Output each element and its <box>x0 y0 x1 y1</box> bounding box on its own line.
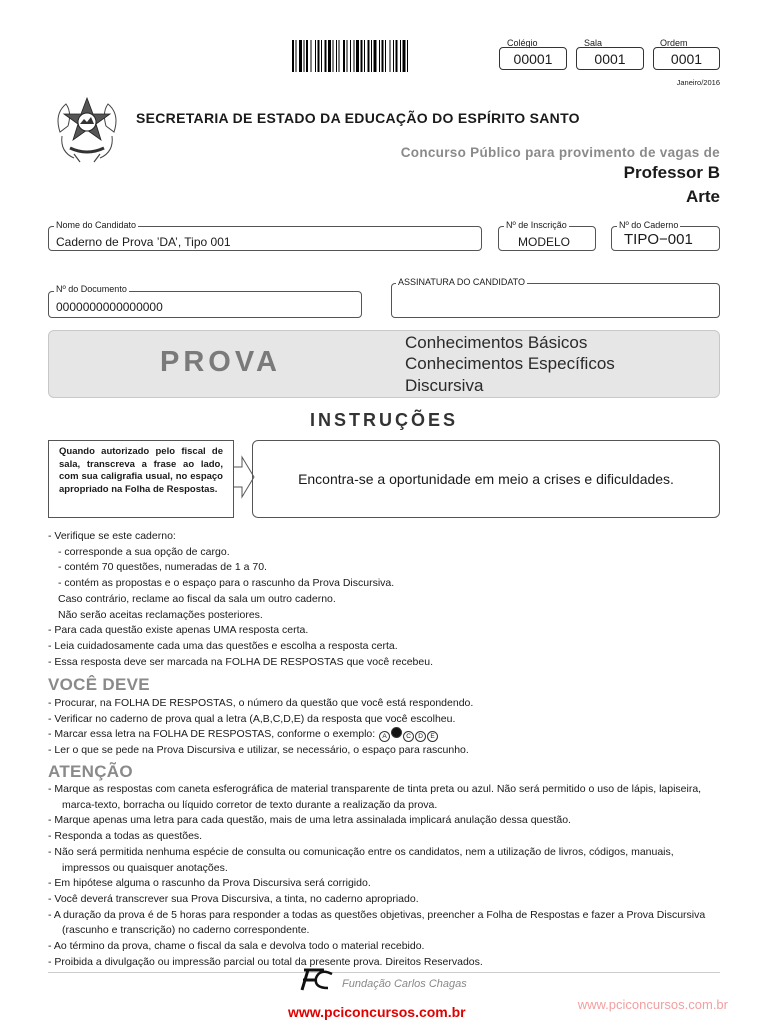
barcode-bar <box>321 40 322 72</box>
nome-value: Caderno de Prova ’DA’, Tipo 001 <box>56 235 231 249</box>
barcode-bar <box>374 40 377 72</box>
concurso-subtitle: Concurso Público para provimento de vagas de <box>400 145 720 160</box>
barcode-bar <box>333 40 334 72</box>
barcode-bar <box>403 40 406 72</box>
barcode-bar <box>311 40 312 72</box>
inscricao-label: Nº de Inscrição <box>506 220 567 230</box>
footer-divider <box>48 972 720 973</box>
sala-value: 0001 <box>594 51 626 67</box>
barcode-bar <box>356 40 359 72</box>
list-item: - Ler o que se pede na Prova Discursiva e utilizar, se necessário, o espaço para rascunho. <box>48 744 469 757</box>
barcode-bar <box>364 40 365 72</box>
barcode-bar <box>325 40 327 72</box>
list-item: - Não será permitida nenhuma espécie de consulta ou comunicação entre os candidatos, nem a utilização de livros, códigos, manuais, impressos ou quaisquer anotações. <box>48 845 674 874</box>
pciconcursos-watermark: www.pciconcursos.com.br <box>577 997 728 1012</box>
transcribe-instruction: Quando autorizado pelo fiscal de sala, transcreva a frase ao lado, com sua caligrafia usual, no espaço apropriado na Folha de Respostas. <box>48 440 234 518</box>
barcode-bar <box>315 40 316 72</box>
barcode-bar <box>350 40 351 72</box>
ordem-box <box>653 47 720 70</box>
prova-item: Conhecimentos Básicos <box>405 333 588 352</box>
list-item <box>48 727 720 743</box>
barcode-bar <box>396 40 398 72</box>
bubble-b-filled-icon <box>391 727 402 738</box>
barcode-bar <box>296 40 297 72</box>
colegio-label: Colégio <box>507 38 538 48</box>
prova-item: Discursiva <box>405 376 484 395</box>
list-item: - contém as propostas e o espaço para o rascunho da Prova Discursiva. <box>58 577 395 590</box>
verifique-list <box>48 529 720 670</box>
list-item: - Em hipótese alguma o rascunho da Prova Discursiva será corrigido. <box>48 877 371 890</box>
sala-label: Sala <box>584 38 603 48</box>
barcode <box>292 40 490 72</box>
bubble-a-icon: A <box>379 731 390 742</box>
phrase-text: Encontra-se a oportunidade em meio a crises e dificuldades. <box>298 471 674 487</box>
barcode-bar <box>339 40 340 72</box>
barcode-bar <box>347 40 348 72</box>
prova-item: Conhecimentos Específicos <box>405 354 615 373</box>
ordem-value: 0001 <box>670 51 703 67</box>
sala-box <box>576 47 644 70</box>
list-item: - Verificar no caderno de prova qual a letra (A,B,C,D,E) da resposta que você escolheu. <box>48 712 456 725</box>
atencao-list <box>48 782 720 970</box>
barcode-bar <box>306 40 308 72</box>
barcode-bar <box>336 40 337 72</box>
cargo-title: Professor B <box>623 163 720 182</box>
pciconcursos-link[interactable]: www.pciconcursos.com.br <box>288 1004 466 1020</box>
colegio-box <box>499 47 567 70</box>
instrucoes-heading: INSTRUÇÕES <box>309 410 458 430</box>
prova-box <box>48 330 720 398</box>
list-item: - Verifique se este caderno: <box>48 530 176 542</box>
bubble-c-icon: C <box>403 731 414 742</box>
barcode-bar <box>354 40 355 72</box>
list-item: - Marque as respostas com caneta esferográfica de material transparente de tinta preta ou azul. Não será permitido o uso de lápis, lapiseira, marca-texto, borracha ou líquido corretor de texto durante a realização da prova. <box>48 783 702 811</box>
list-item: - Essa resposta deve ser marcada na FOLHA DE RESPOSTAS que você recebeu. <box>48 655 433 668</box>
barcode-bar <box>368 40 370 72</box>
barcode-bar <box>318 40 320 72</box>
list-item: - Ao término da prova, chame o fiscal da sala e devolva todo o material recebido. <box>48 940 425 953</box>
list-item: - Leia cuidadosamente cada uma das questões e escolha a resposta certa. <box>48 639 398 652</box>
list-item: - Marque apenas uma letra para cada questão, mais de uma letra assinalada implicará anulação dessa questão. <box>48 814 571 827</box>
barcode-bar <box>371 40 372 72</box>
list-item: - Você deverá transcrever sua Prova Discursiva, a tinta, no caderno apropriado. <box>48 892 419 905</box>
barcode-bar <box>400 40 401 72</box>
caderno-label: Nº do Caderno <box>619 220 679 230</box>
list-item: Não serão aceitas reclamações posteriores. <box>58 608 263 621</box>
assinatura-label: ASSINATURA DO CANDIDATO <box>398 277 526 287</box>
barcode-bar <box>379 40 380 72</box>
barcode-bar <box>393 40 394 72</box>
ordem-label: Ordem <box>660 38 688 48</box>
atencao-heading: ATENÇÃO <box>48 762 133 781</box>
barcode-bar <box>299 40 302 72</box>
list-item: - Para cada questão existe apenas UMA resposta certa. <box>48 624 309 637</box>
list-item-text: - Marcar essa letra na FOLHA DE RESPOSTAS, conforme o exemplo: <box>48 728 376 741</box>
fundacao-text: Fundação Carlos Chagas <box>342 978 467 990</box>
list-item: Caso contrário, reclame ao fiscal da sala um outro caderno. <box>58 592 336 605</box>
voce-deve-heading: VOCÊ DEVE <box>48 675 150 694</box>
fcc-logo-icon <box>298 966 334 994</box>
prova-title: PROVA <box>160 346 281 378</box>
barcode-bar <box>382 40 384 72</box>
list-item: - Responda a todas as questões. <box>48 830 203 843</box>
secretaria-title: SECRETARIA DE ESTADO DA EDUCAÇÃO DO ESPÍRITO SANTO <box>136 110 580 126</box>
barcode-bar <box>407 40 408 72</box>
barcode-bar <box>385 40 386 72</box>
list-item: - contém 70 questões, numeradas de 1 a 70. <box>58 561 267 574</box>
barcode-bar <box>390 40 391 72</box>
especialidade-title: Arte <box>685 187 720 206</box>
documento-value: 0000000000000000 <box>56 300 163 314</box>
phrase-box <box>252 440 720 518</box>
bubble-d-icon: D <box>415 731 426 742</box>
state-crest-icon <box>50 92 124 166</box>
list-item: - A duração da prova é de 5 horas para responder a todas as questões objetivas, preencher a Folha de Respostas e fazer a Prova Discursiva (rascunho e transcrição) no caderno correspondente. <box>48 908 706 937</box>
barcode-bar <box>328 40 331 72</box>
list-item: - corresponde a sua opção de cargo. <box>58 545 230 558</box>
bubble-e-icon: E <box>427 731 438 742</box>
assinatura-field <box>391 283 720 318</box>
list-item: - Proibida a divulgação ou impressão parcial ou total da presente prova. Direitos Reservados. <box>48 955 483 968</box>
inscricao-value: MODELO <box>518 235 571 249</box>
barcode-bar <box>343 40 345 72</box>
list-item: - Procurar, na FOLHA DE RESPOSTAS, o número da questão que você está respondendo. <box>48 697 474 709</box>
barcode-bar <box>361 40 363 72</box>
colegio-value: 00001 <box>513 51 553 67</box>
barcode-bar <box>304 40 305 72</box>
voce-deve-list <box>48 696 720 759</box>
nome-label: Nome do Candidato <box>56 220 137 230</box>
caderno-value: TIPO−001 <box>624 231 693 248</box>
barcode-bar <box>292 40 294 72</box>
documento-label: Nº do Documento <box>56 284 127 294</box>
date-code: Janeiro/2016 <box>676 78 720 87</box>
